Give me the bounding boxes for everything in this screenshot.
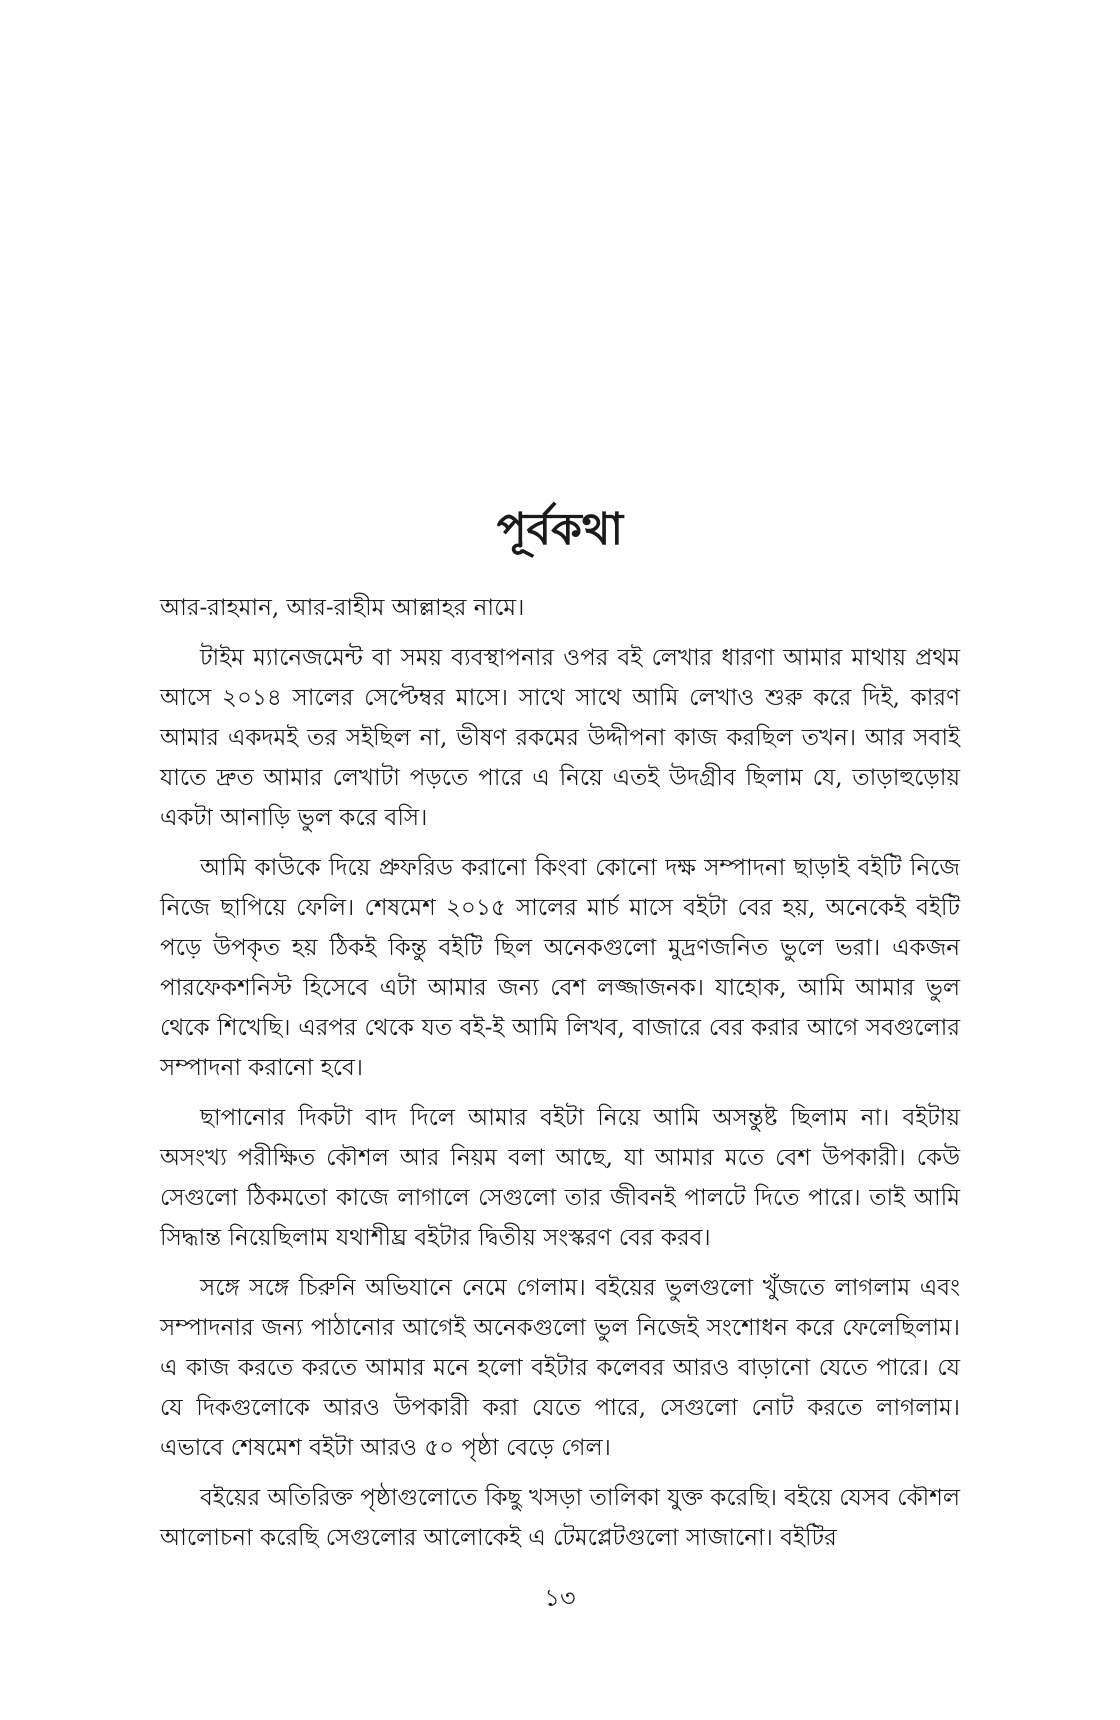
paragraph-4: ছাপানোর দিকটা বাদ দিলে আমার বইটা নিয়ে আমি অসন্তুষ্ট ছিলাম না। বইটায় অসংখ্য পরীক্ষিত কৌশল আর নিয়ম বলা আছে, যা আমার মতে বেশ উপকারী। কেউ সেগুলো ঠিকমতো কাজে লাগালে সেগুলো তার জীবনই পালটে দিতে পারে। তাই আমি সিদ্ধান্ত নিয়েছিলাম যথাশীঘ্র বইটার দ্বিতীয় সংস্করণ বের করব। [160,1105,960,1251]
paragraph-2: টাইম ম্যানেজমেন্ট বা সময় ব্যবস্থাপনার ওপর বই লেখার ধারণা আমার মাথায় প্রথম আসে ২০১৪ সালের সেপ্টেম্বর মাসে। সাথে সাথে আমি লেখাও শুরু করে দিই, কারণ আমার একদমই তর সইছিল না, ভীষণ রকমের উদ্দীপনা কাজ করছিল তখন। আর সবাই যাতে দ্রুত আমার লেখাটা পড়তে পারে এ নিয়ে এতই উদগ্রীব ছিলাম যে, তাড়াহুড়োয় একটা আনাড়ি ভুল করে বসি। [160,645,960,831]
paragraph-6: বইয়ের অতিরিক্ত পৃষ্ঠাগুলোতে কিছু খসড়া তালিকা যুক্ত করেছি। বইয়ে যেসব কৌশল আলোচনা করেছি সেগুলোর আলোকেই এ টেমপ্লেটগুলো সাজানো। বইটির [160,1485,960,1551]
body-text [160,588,960,1568]
page-number: ১৩ [544,1584,576,1612]
chapter-title: পূর্বকথা [496,504,624,555]
paragraph-5: সঙ্গে সঙ্গে চিরুনি অভিযানে নেমে গেলাম। বইয়ের ভুলগুলো খুঁজতে লাগলাম এবং সম্পাদনার জন্য পাঠানোর আগেই অনেকগুলো ভুল নিজেই সংশোধন করে ফেলেছিলাম। এ কাজ করতে করতে আমার মনে হলো বইটার কলেবর আরও বাড়ানো যেতে পারে। যে যে দিকগুলোকে আরও উপকারী করা যেতে পারে, সেগুলো নোট করতে লাগলাম। এভাবে শেষমেশ বইটা আরও ৫০ পৃষ্ঠা বেড়ে গেল। [160,1275,960,1461]
paragraph-1: আর-রাহমান, আর-রাহীম আল্লাহর নামে। [160,595,525,621]
paragraph-3: আমি কাউকে দিয়ে প্রুফরিড করানো কিংবা কোনো দক্ষ সম্পাদনা ছাড়াই বইটি নিজে নিজে ছাপিয়ে ফেলি। শেষমেশ ২০১৫ সালের মার্চ মাসে বইটা বের হয়, অনেকেই বইটি পড়ে উপকৃত হয় ঠিকই কিন্তু বইটি ছিল অনেকগুলো মুদ্রণজনিত ভুলে ভরা। একজন পারফেকশনিস্ট হিসেবে এটা আমার জন্য বেশ লজ্জাজনক। যাহোক, আমি আমার ভুল থেকে শিখেছি। এরপর থেকে যত বই-ই আমি লিখব, বাজারে বের করার আগে সবগুলোর সম্পাদনা করানো হবে। [160,855,960,1081]
